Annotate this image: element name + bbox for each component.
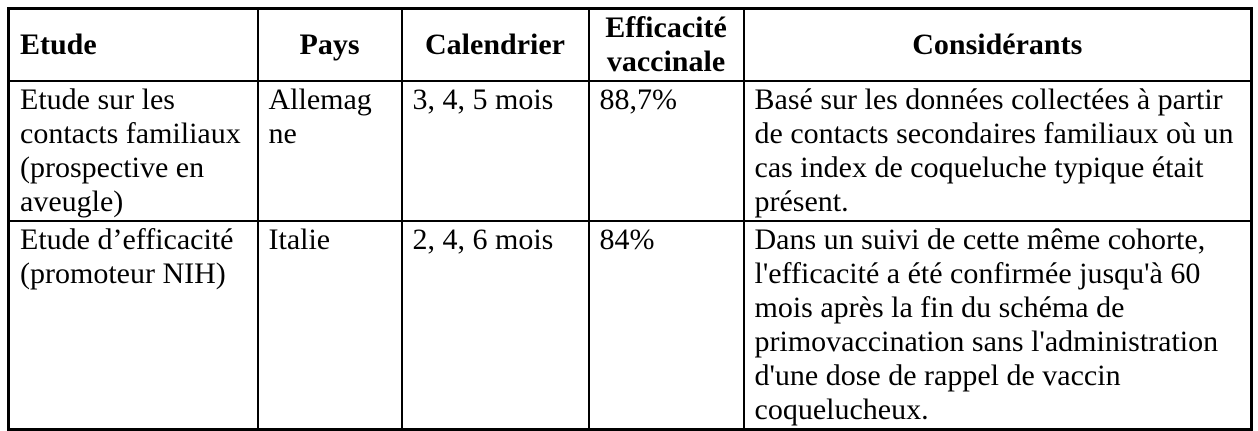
cell-pays-text: Italie <box>268 223 331 256</box>
efficacy-table <box>7 7 1253 431</box>
table-header-row <box>9 9 1252 82</box>
cell-pays-text: Allemagne <box>268 83 372 150</box>
cell-etude: Etude sur les contacts familiaux (prospective en aveugle) <box>9 81 258 221</box>
table-row <box>9 81 1252 221</box>
cell-considerants: Dans un suivi de cette même cohorte, l'efficacité a été confirmée jusqu'à 60 mois après la fin du schéma de primovaccination sans l'administration d'une dose de rappel de vaccin coquelucheux. <box>744 221 1252 430</box>
cell-etude: Etude d’efficacité (promoteur NIH) <box>9 221 258 430</box>
cell-pays <box>258 81 402 221</box>
cell-efficacite: 84% <box>589 221 744 430</box>
cell-calendrier: 3, 4, 5 mois <box>402 81 589 221</box>
table-row <box>9 221 1252 430</box>
header-cell-efficacite-vaccinale: Efficacité vaccinale <box>589 9 744 82</box>
header-cell-calendrier: Calendrier <box>402 9 589 82</box>
cell-efficacite: 88,7% <box>589 81 744 221</box>
cell-considerants: Basé sur les données collectées à partir de contacts secondaires familiaux où un cas index de coqueluche typique était présent. <box>744 81 1252 221</box>
cell-calendrier: 2, 4, 6 mois <box>402 221 589 430</box>
cell-pays <box>258 221 402 430</box>
header-cell-etude: Etude <box>9 9 258 82</box>
header-cell-considerants: Considérants <box>744 9 1252 82</box>
header-cell-pays: Pays <box>258 9 402 82</box>
